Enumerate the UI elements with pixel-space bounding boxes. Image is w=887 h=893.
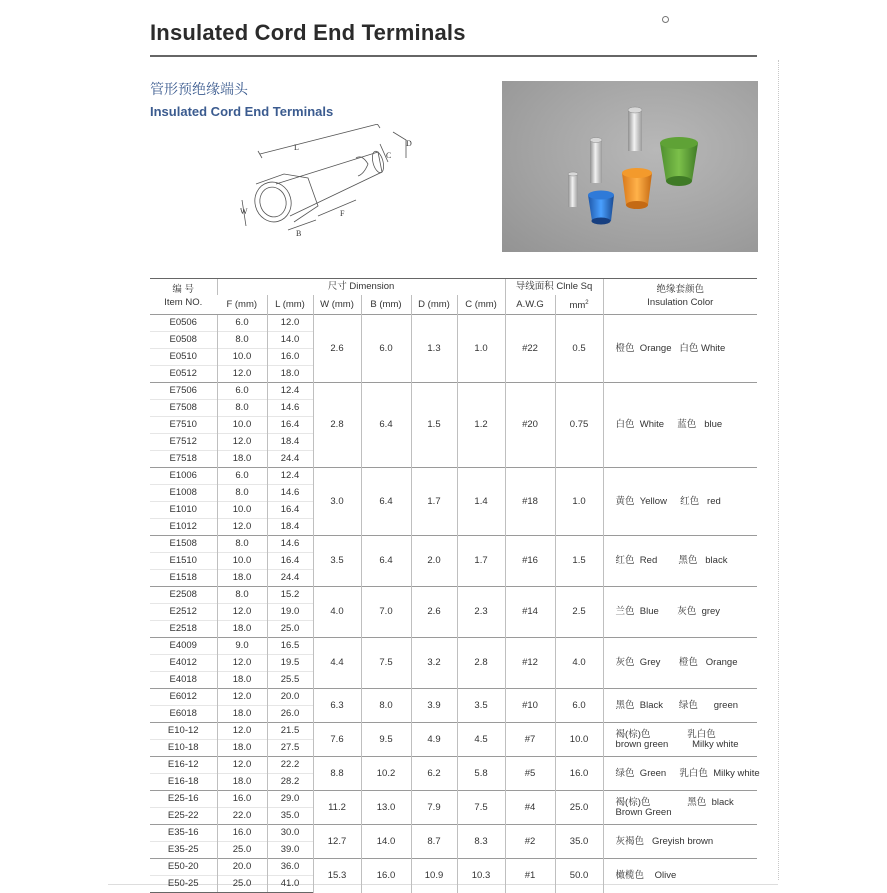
header-color-en: Insulation Color	[647, 297, 714, 308]
cell-l: 14.6	[267, 400, 313, 417]
cell-item-no: E7518	[150, 451, 217, 468]
cell-f: 12.0	[217, 655, 267, 672]
cell-f: 18.0	[217, 740, 267, 757]
right-margin-rule	[778, 60, 779, 880]
cell-l: 39.0	[267, 842, 313, 859]
cell-item-no: E6012	[150, 689, 217, 706]
cell-c: 4.5	[457, 723, 505, 757]
table-row	[150, 825, 757, 842]
cell-mm2: 0.5	[555, 315, 603, 383]
cell-w: 3.5	[313, 536, 361, 587]
cell-item-no: E0508	[150, 332, 217, 349]
color-line: brown green Milky white	[615, 738, 739, 750]
cell-d: 4.9	[411, 723, 457, 757]
green-terminal-tube	[628, 109, 642, 151]
header-item-cn: 编 号	[172, 284, 195, 295]
orange-terminal-tube	[590, 139, 602, 183]
cell-c: 5.8	[457, 757, 505, 791]
label-C: C	[386, 151, 392, 160]
terminal-dimension-diagram	[228, 124, 423, 242]
cell-l: 19.0	[267, 604, 313, 621]
cell-item-no: E1518	[150, 570, 217, 587]
spec-table	[150, 278, 760, 893]
header-c: C (mm)	[457, 295, 505, 315]
cell-insulation-color	[603, 689, 757, 723]
table-header-row-1	[150, 279, 757, 296]
cell-mm2: 35.0	[555, 825, 603, 859]
cell-f: 18.0	[217, 570, 267, 587]
cell-f: 8.0	[217, 400, 267, 417]
cell-d: 10.9	[411, 859, 457, 893]
cell-mm2: 6.0	[555, 689, 603, 723]
cell-c: 1.0	[457, 315, 505, 383]
cell-l: 20.0	[267, 689, 313, 706]
cell-item-no: E1510	[150, 553, 217, 570]
cell-f: 12.0	[217, 689, 267, 706]
cell-item-no: E0506	[150, 315, 217, 332]
cell-b: 13.0	[361, 791, 411, 825]
header-w: W (mm)	[313, 295, 361, 315]
table-row	[150, 315, 757, 332]
cell-f: 25.0	[217, 876, 267, 893]
header-wire: 导线面积 Clnle Sq	[505, 279, 603, 296]
cell-w: 8.8	[313, 757, 361, 791]
color-line: 白色 White 蓝色 blue	[615, 419, 723, 430]
cell-l: 35.0	[267, 808, 313, 825]
cell-b: 9.5	[361, 723, 411, 757]
cell-d: 3.9	[411, 689, 457, 723]
cell-awg: #7	[505, 723, 555, 757]
cell-f: 8.0	[217, 485, 267, 502]
cell-f: 10.0	[217, 553, 267, 570]
cell-b: 7.5	[361, 638, 411, 689]
cell-l: 18.4	[267, 434, 313, 451]
cell-item-no: E7510	[150, 417, 217, 434]
cell-f: 12.0	[217, 723, 267, 740]
label-F: F	[340, 209, 345, 218]
product-photo-illustration	[502, 81, 758, 252]
color-line: 黑色 Black 绿色 green	[615, 699, 739, 711]
cell-d: 2.0	[411, 536, 457, 587]
cell-f: 10.0	[217, 502, 267, 519]
cell-awg: #14	[505, 587, 555, 638]
cell-mm2: 2.5	[555, 587, 603, 638]
cell-f: 16.0	[217, 791, 267, 808]
cell-item-no: E6018	[150, 706, 217, 723]
cell-d: 1.3	[411, 315, 457, 383]
cell-f: 8.0	[217, 536, 267, 553]
cell-mm2: 1.0	[555, 468, 603, 536]
cell-w: 2.8	[313, 383, 361, 468]
product-photo	[502, 81, 758, 252]
table-row	[150, 689, 757, 706]
cell-l: 16.4	[267, 502, 313, 519]
cell-f: 18.0	[217, 672, 267, 689]
cell-mm2: 16.0	[555, 757, 603, 791]
cell-item-no: E35-16	[150, 825, 217, 842]
cell-mm2: 0.75	[555, 383, 603, 468]
title-divider	[150, 55, 757, 57]
color-line: 灰色 Grey 橙色 Orange	[615, 657, 738, 668]
cell-insulation-color	[603, 825, 757, 859]
cell-w: 7.6	[313, 723, 361, 757]
cell-c: 2.8	[457, 638, 505, 689]
cell-f: 25.0	[217, 842, 267, 859]
cell-insulation-color	[603, 536, 757, 587]
cell-l: 36.0	[267, 859, 313, 876]
cell-l: 14.6	[267, 536, 313, 553]
cell-d: 1.7	[411, 468, 457, 536]
cell-item-no: E25-22	[150, 808, 217, 825]
cell-item-no: E1508	[150, 536, 217, 553]
label-D: D	[406, 139, 412, 148]
table-row	[150, 536, 757, 553]
header-color-cn: 绝缘套颜色	[656, 284, 705, 295]
label-B: B	[296, 229, 302, 238]
cell-insulation-color	[603, 383, 757, 468]
cell-f: 18.0	[217, 621, 267, 638]
cell-awg: #12	[505, 638, 555, 689]
header-d: D (mm)	[411, 295, 457, 315]
header-mm2-sup: 2	[585, 299, 589, 306]
header-awg: A.W.G	[505, 295, 555, 315]
color-line: Brown Green	[615, 806, 672, 818]
cell-c: 3.5	[457, 689, 505, 723]
cell-item-no: E50-20	[150, 859, 217, 876]
cell-awg: #4	[505, 791, 555, 825]
cell-c: 1.4	[457, 468, 505, 536]
color-line: 褐(棕)色 乳白色	[615, 728, 716, 740]
cell-w: 15.3	[313, 859, 361, 893]
cell-w: 2.6	[313, 315, 361, 383]
cell-c: 1.7	[457, 536, 505, 587]
cell-l: 16.5	[267, 638, 313, 655]
cell-item-no: E4012	[150, 655, 217, 672]
cell-f: 12.0	[217, 519, 267, 536]
cell-c: 2.3	[457, 587, 505, 638]
cell-w: 11.2	[313, 791, 361, 825]
cell-awg: #10	[505, 689, 555, 723]
cell-d: 6.2	[411, 757, 457, 791]
cell-item-no: E7506	[150, 383, 217, 400]
cell-item-no: E1006	[150, 468, 217, 485]
cell-item-no: E4018	[150, 672, 217, 689]
cell-b: 6.0	[361, 315, 411, 383]
cell-l: 29.0	[267, 791, 313, 808]
subtitle-cn: 管形预绝缘端头	[150, 82, 248, 98]
cell-f: 22.0	[217, 808, 267, 825]
table-row	[150, 638, 757, 655]
cell-f: 18.0	[217, 706, 267, 723]
cell-insulation-color	[603, 468, 757, 536]
color-line: 褐(棕)色 黑色 black	[615, 796, 734, 808]
cell-item-no: E7512	[150, 434, 217, 451]
cell-item-no: E25-16	[150, 791, 217, 808]
cell-f: 12.0	[217, 604, 267, 621]
cell-b: 6.4	[361, 468, 411, 536]
cell-item-no: E50-25	[150, 876, 217, 893]
cell-insulation-color	[603, 791, 757, 825]
cell-l: 27.5	[267, 740, 313, 757]
cell-mm2: 10.0	[555, 723, 603, 757]
cell-awg: #20	[505, 383, 555, 468]
cell-awg: #22	[505, 315, 555, 383]
cell-item-no: E2518	[150, 621, 217, 638]
cell-mm2: 50.0	[555, 859, 603, 893]
cell-f: 18.0	[217, 451, 267, 468]
cell-f: 20.0	[217, 859, 267, 876]
cell-insulation-color	[603, 315, 757, 383]
color-line: 橄榄色 Olive	[615, 869, 677, 881]
cell-l: 26.0	[267, 706, 313, 723]
cell-f: 8.0	[217, 587, 267, 604]
cell-l: 41.0	[267, 876, 313, 893]
cell-l: 14.6	[267, 485, 313, 502]
cell-f: 10.0	[217, 417, 267, 434]
cell-l: 16.4	[267, 417, 313, 434]
table-row	[150, 723, 757, 740]
cell-insulation-color	[603, 638, 757, 689]
cell-awg: #18	[505, 468, 555, 536]
cell-w: 3.0	[313, 468, 361, 536]
cell-f: 9.0	[217, 638, 267, 655]
cell-f: 18.0	[217, 774, 267, 791]
cell-d: 8.7	[411, 825, 457, 859]
cell-c: 1.2	[457, 383, 505, 468]
cell-d: 7.9	[411, 791, 457, 825]
cell-l: 18.4	[267, 519, 313, 536]
label-W: W	[240, 207, 248, 216]
cell-w: 4.4	[313, 638, 361, 689]
cell-l: 15.2	[267, 587, 313, 604]
cell-awg: #16	[505, 536, 555, 587]
table-row	[150, 383, 757, 400]
cell-b: 6.4	[361, 383, 411, 468]
cell-f: 16.0	[217, 825, 267, 842]
color-line: 绿色 Green 乳白色 Milky white	[615, 767, 760, 779]
cell-l: 19.5	[267, 655, 313, 672]
page-title: Insulated Cord End Terminals	[150, 20, 466, 45]
cell-item-no: E10-18	[150, 740, 217, 757]
color-line: 黄色 Yellow 红色 red	[615, 495, 721, 507]
color-line: 橙色 Orange 白色 White	[615, 342, 726, 354]
cell-l: 28.2	[267, 774, 313, 791]
cell-l: 30.0	[267, 825, 313, 842]
cell-item-no: E16-18	[150, 774, 217, 791]
cell-c: 8.3	[457, 825, 505, 859]
cell-w: 6.3	[313, 689, 361, 723]
cell-item-no: E35-25	[150, 842, 217, 859]
cell-d: 2.6	[411, 587, 457, 638]
header-f: F (mm)	[226, 298, 258, 310]
subtitle-en: Insulated Cord End Terminals	[150, 104, 334, 119]
cell-l: 24.4	[267, 451, 313, 468]
cell-w: 4.0	[313, 587, 361, 638]
label-L: L	[294, 143, 299, 152]
header-l: L (mm)	[267, 295, 313, 315]
cell-awg: #1	[505, 859, 555, 893]
cell-c: 10.3	[457, 859, 505, 893]
table-row	[150, 791, 757, 808]
cell-d: 3.2	[411, 638, 457, 689]
cell-item-no: E0512	[150, 366, 217, 383]
cell-c: 7.5	[457, 791, 505, 825]
cell-b: 14.0	[361, 825, 411, 859]
cell-mm2: 4.0	[555, 638, 603, 689]
cell-l: 12.4	[267, 383, 313, 400]
cell-b: 10.2	[361, 757, 411, 791]
table-row	[150, 468, 757, 485]
cell-l: 14.0	[267, 332, 313, 349]
cell-mm2: 25.0	[555, 791, 603, 825]
cell-awg: #2	[505, 825, 555, 859]
header-mm2-unit: mm	[569, 300, 586, 312]
cell-w: 12.7	[313, 825, 361, 859]
cell-item-no: E7508	[150, 400, 217, 417]
spec-table-body	[150, 315, 760, 893]
cell-item-no: E2512	[150, 604, 217, 621]
cell-item-no: E1008	[150, 485, 217, 502]
header-b: B (mm)	[361, 295, 411, 315]
cell-l: 16.4	[267, 553, 313, 570]
cell-d: 1.5	[411, 383, 457, 468]
cell-f: 12.0	[217, 366, 267, 383]
cell-f: 12.0	[217, 757, 267, 774]
blue-terminal-tube	[568, 173, 578, 207]
header-dimension: 尺寸 Dimension	[217, 279, 505, 296]
header-item	[150, 279, 217, 315]
cell-l: 25.0	[267, 621, 313, 638]
cell-insulation-color	[603, 723, 757, 757]
cell-item-no: E1010	[150, 502, 217, 519]
cell-f: 6.0	[217, 315, 267, 332]
cell-item-no: E4009	[150, 638, 217, 655]
cell-l: 22.2	[267, 757, 313, 774]
cell-l: 16.0	[267, 349, 313, 366]
header-color	[603, 279, 757, 315]
cell-b: 7.0	[361, 587, 411, 638]
cell-b: 8.0	[361, 689, 411, 723]
color-line: 红色 Red 黑色 black	[615, 555, 728, 566]
cell-insulation-color	[603, 757, 760, 791]
cell-item-no: E16-12	[150, 757, 217, 774]
table-row	[150, 859, 757, 876]
color-line: 灰褐色 Greyish brown	[615, 835, 714, 847]
cell-f: 8.0	[217, 332, 267, 349]
cell-l: 12.0	[267, 315, 313, 332]
cell-awg: #5	[505, 757, 555, 791]
cell-l: 24.4	[267, 570, 313, 587]
cell-item-no: E2508	[150, 587, 217, 604]
cell-item-no: E1012	[150, 519, 217, 536]
cell-b: 16.0	[361, 859, 411, 893]
cell-l: 18.0	[267, 366, 313, 383]
table-row	[150, 757, 757, 774]
corner-mark	[662, 16, 669, 23]
header-item-en: Item NO.	[164, 297, 203, 308]
cell-f: 6.0	[217, 468, 267, 485]
cell-item-no: E0510	[150, 349, 217, 366]
color-line: 兰色 Blue 灰色 grey	[615, 606, 721, 617]
cell-l: 12.4	[267, 468, 313, 485]
cell-l: 25.5	[267, 672, 313, 689]
cell-insulation-color	[603, 859, 757, 893]
cell-b: 6.4	[361, 536, 411, 587]
cell-insulation-color	[603, 587, 757, 638]
cell-l: 21.5	[267, 723, 313, 740]
cell-item-no: E10-12	[150, 723, 217, 740]
cell-mm2: 1.5	[555, 536, 603, 587]
table-row	[150, 587, 757, 604]
cell-f: 6.0	[217, 383, 267, 400]
cell-f: 10.0	[217, 349, 267, 366]
header-mm2	[555, 295, 603, 315]
cell-f: 12.0	[217, 434, 267, 451]
